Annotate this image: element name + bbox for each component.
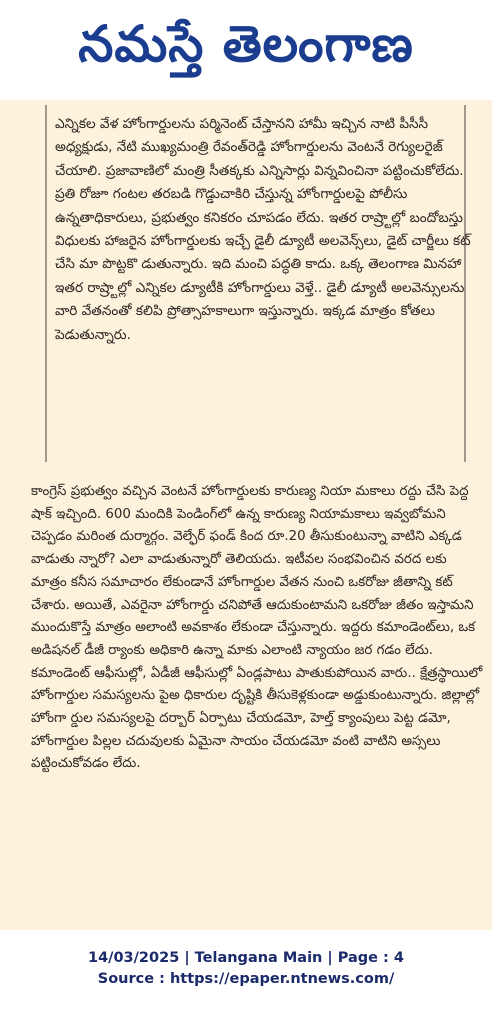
date-edition-page: 14/03/2025 | Telangana Main | Page : 4	[87, 950, 404, 966]
left-rule	[45, 105, 47, 462]
body-paragraph: కాంగ్రెస్ ప్రభుత్వం వచ్చిన వెంటనే హోంగార్డులకు కారుణ్య నియా మకాలు రద్దు చేసి పెద్ద షాక్ ఇచ్చింది. 600 మందికి పెండింగ్‌లో ఉన్న కారుణ్య నియామకాలు ఇవ్వబోమని చెప్పడం మరింత దుర్మార్గం. వెల్ఫేర్ ఫండ్ కింద రూ.20 తీసుకుంటున్నా వాటిని ఎక్కడ వాడుతు న్నారో? ఎలా వాడుతున్నారో తెలియదు. ఇటీవల సంభవించిన వరద లకు మాత్రం కనీస సమాచారం లేకుండానే హోంగార్డుల వేతన నుంచి ఒకరోజు జీతాన్ని కట్ చేశారు. అయితే, ఎవరైనా హోంగార్డు చనిపోతే ఆదుకుంటామని ఒకరోజు జీతం ఇస్తామని ముందుకొస్తే మాత్రం అలాంటి అవకాశం లేకుండా చేస్తున్నారు. ఇద్దరు కమాండెంట్‌లు, ఒక అడిషనల్ డీజీ ర్యాంకు అధికారి ఉన్నా మాకు ఎలాంటి న్యాయం జర గడం లేదు. కమాండెంట్ ఆఫీసుల్లో, ఏడీజీ ఆఫీసుల్లో ఏండ్లపాటు పాతుకుపోయిన వారు.. క్షేత్రస్థాయిలో హోంగార్డుల సమస్యలను పైఅ ధికారుల దృష్టికి తీసుకెళ్లకుండా అడ్డుకుంటున్నారు. జిల్లాల్లో హోంగా ర్డుల సమస్యలపై దర్బార్ ఏర్పాటు చేయడమో, హెల్త్ క్యాంపులు పెట్ట డమో, హోంగార్డుల పిల్లల చదువులకు ఏమైనా సాయం చేయడమో వంటి వాటిని అస్సలు పట్టించుకోవడం లేదు.	[31, 484, 487, 772]
masthead	[0, 0, 492, 100]
highlight-paragraph: ఎన్నికల వేళ హోంగార్డులను పర్మినెంట్ చేస్తానని హామీ ఇచ్చిన నాటి పీసీసీ అధ్యక్షుడు, నేటి ముఖ్యమంత్రి రేవంత్‌రెడ్డి హోంగార్డులను వెంటనే రెగ్యులరైజ్ చేయాలి. ప్రజావాణిలో మంత్రి సీతక్కకు ఎన్నిసార్లు విన్నవించినా పట్టించుకోలేదు. ప్రతి రోజూ గంటల తరబడి గొడ్డుచాకిరి చేస్తున్న హోంగార్డులపై పోలీసు ఉన్నతాధికారులు, ప్రభుత్వం కనికరం చూపడం లేదు. ఇతర రాష్ర్టాల్లో బందోబస్తు విధులకు హాజరైన హోంగార్డులకు ఇచ్చే డైలీ డ్యూటీ అలవెన్స్‌లు, డైట్ చార్జీలు కట్ చేసి మా పొట్టకొ డుతున్నారు. ఇది మంచి పద్ధతి కాదు. ఒక్క తెలంగాణ మినహా ఇతర రాష్ర్టాల్లో ఎన్నికల డ్యూటీకి హోంగార్డులు వెళ్తే.. డైలీ డ్యూటీ అలవెన్సులను వారి వేతనంతో కలిపి ప్రోత్సాహకాలుగా ఇస్తున్నారు. ఇక్కడ మాత్రం కోతలు పెడుతున్నారు.	[55, 116, 475, 343]
footer	[0, 930, 492, 1009]
newspaper-logo: నమస్తే తెలంగాణ	[78, 15, 414, 73]
source-line: Source : https://epaper.ntnews.com/	[97, 971, 395, 987]
article-clipping	[0, 100, 492, 930]
